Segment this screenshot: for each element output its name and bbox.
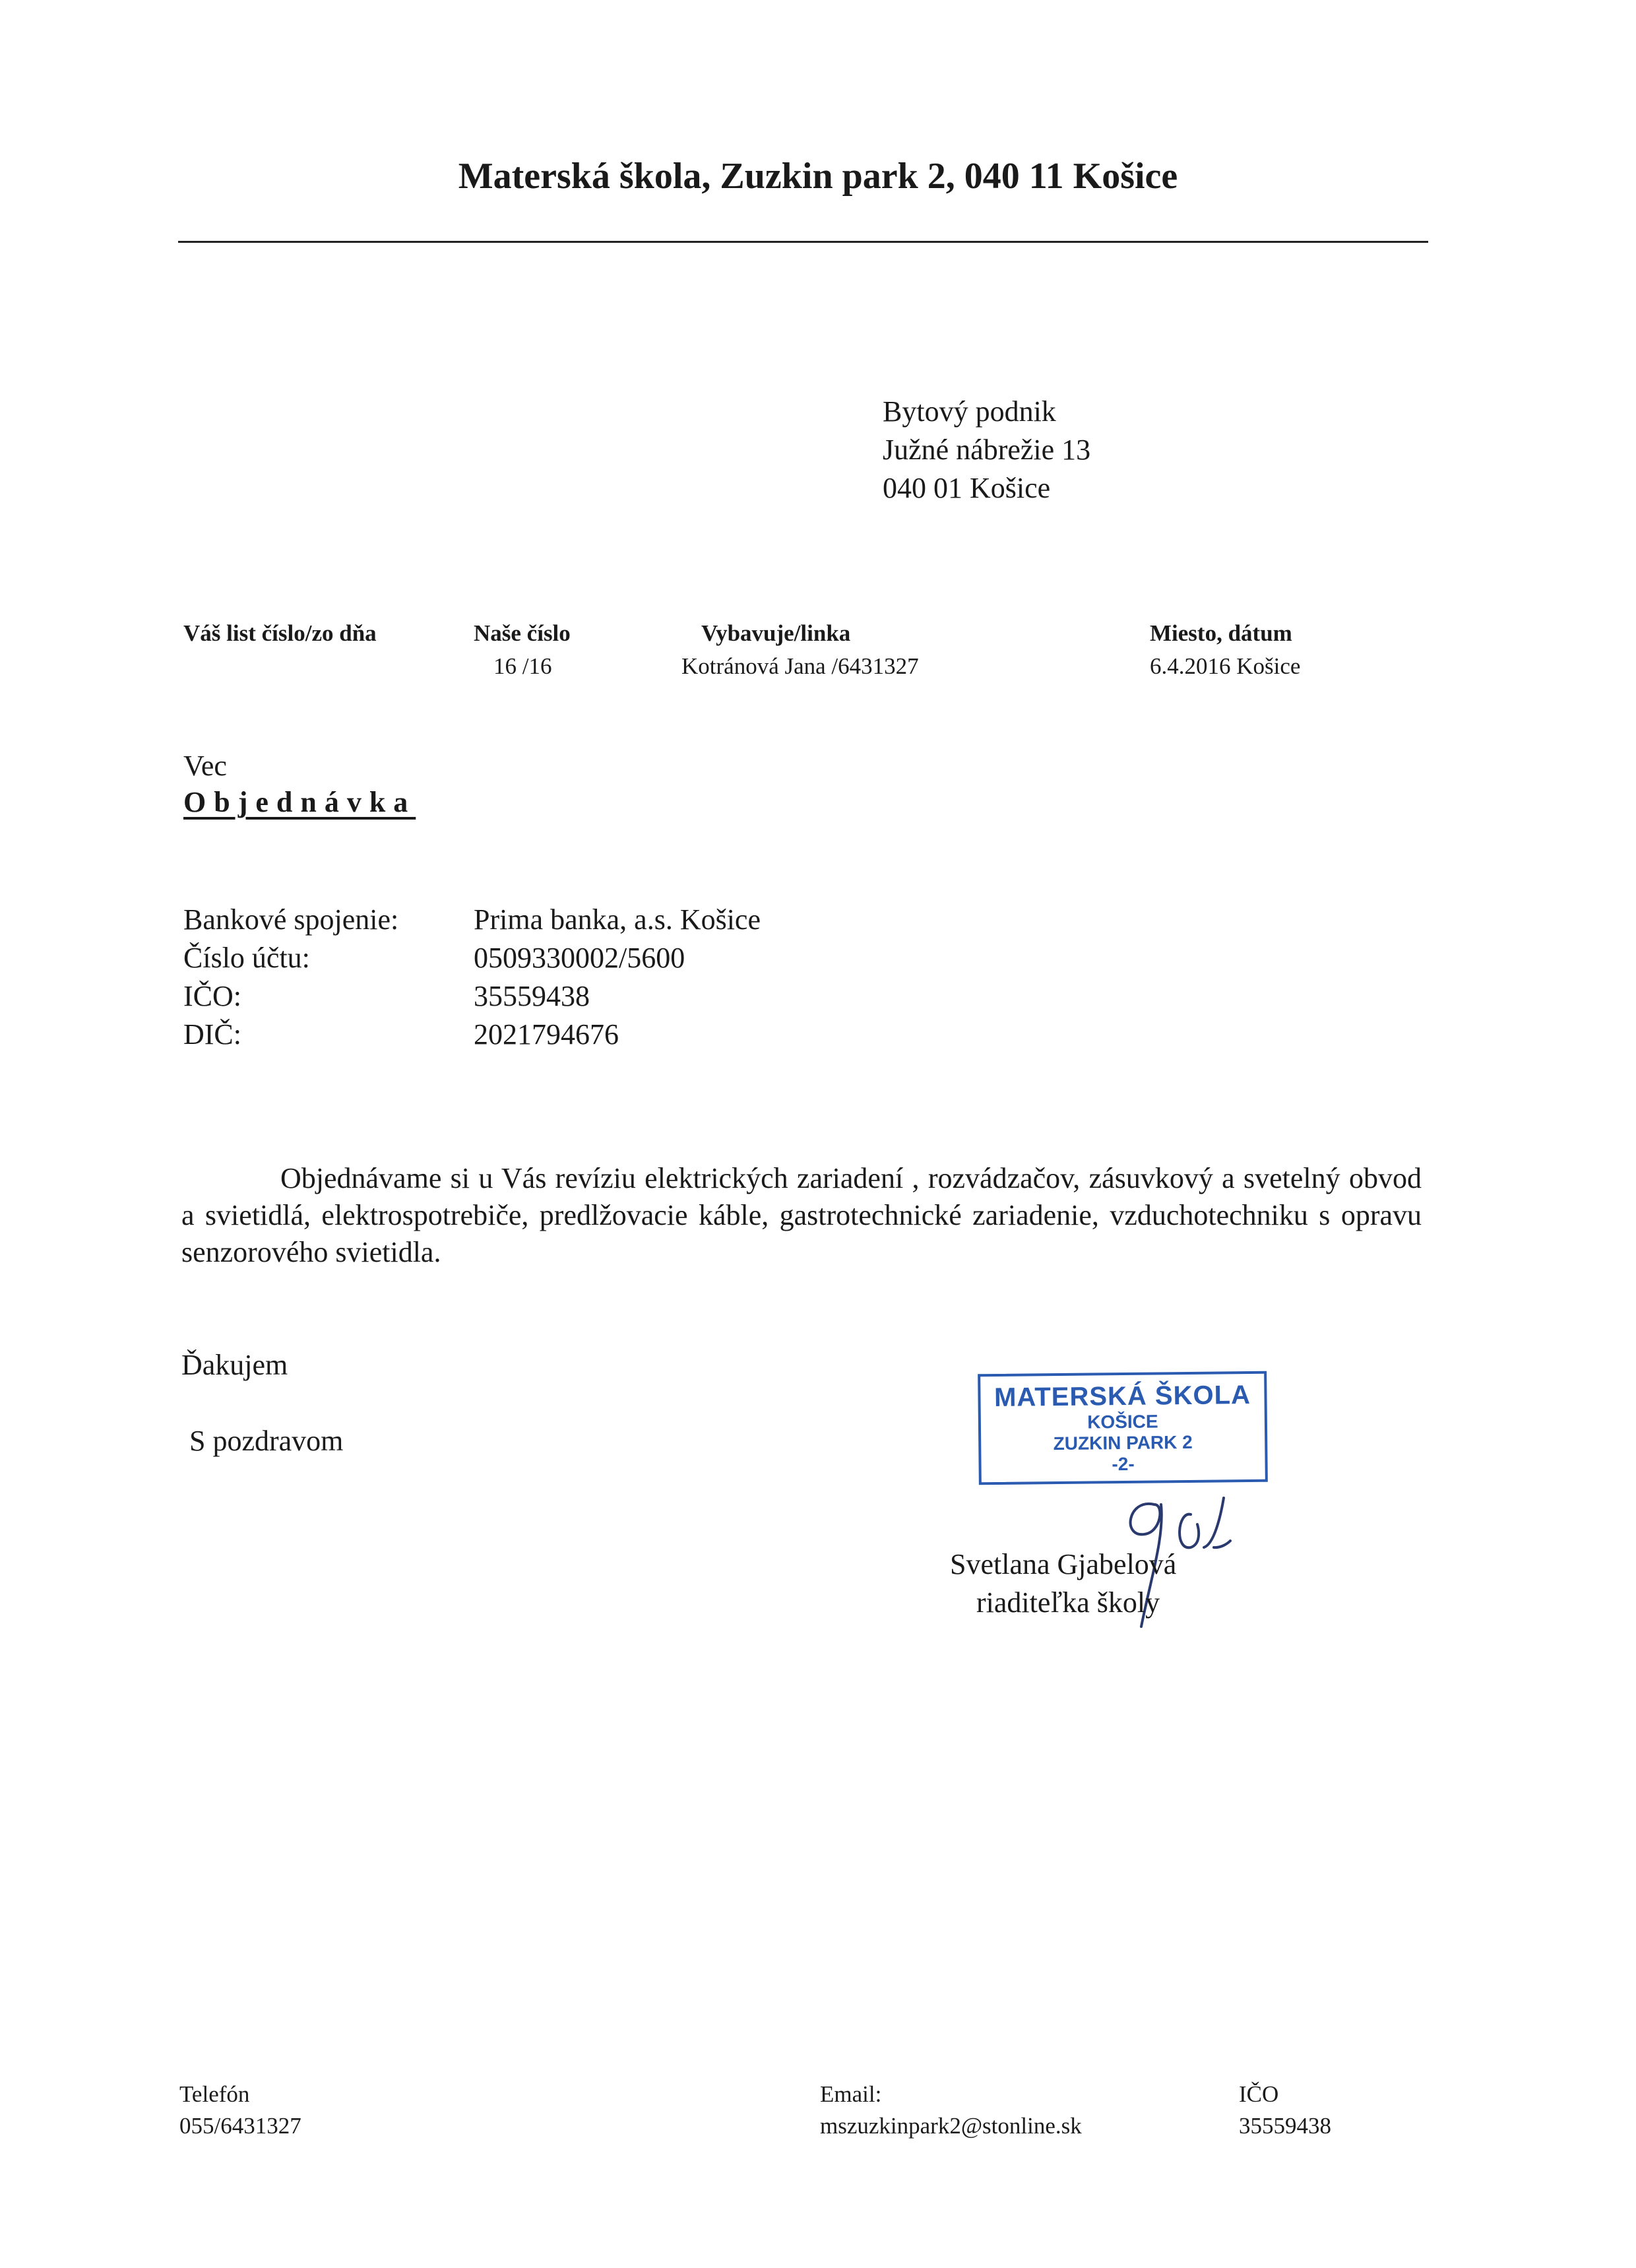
signer-block bbox=[950, 1545, 1176, 1622]
our-number-label: Naše číslo bbox=[474, 620, 571, 646]
footer-phone-label: Telefón bbox=[179, 2081, 250, 2107]
footer-ico-label: IČO bbox=[1239, 2081, 1279, 2107]
bank-row bbox=[183, 901, 761, 939]
order-body-text: Objednávame si u Vás revíziu elektrických zariadení , rozvádzačov, zásuvkový a svetelný obvod a svietidlá, elektrospotrebiče, predlžovacie káble, gastrotechnické zariadenie, vzduchotechniku s opravu senzorového svietidla. bbox=[181, 1162, 1422, 1268]
closing-thanks: Ďakujem bbox=[181, 1349, 288, 1381]
stamp-line-1: MATERSKÁ ŠKOLA bbox=[993, 1380, 1251, 1413]
ico-value: 35559438 bbox=[474, 980, 590, 1012]
account-number-value: 0509330002/5600 bbox=[474, 942, 685, 974]
recipient-address bbox=[883, 393, 1090, 507]
dic-label: DIČ: bbox=[183, 1018, 241, 1051]
letterhead-divider bbox=[178, 241, 1428, 243]
stamp-line-4: -2- bbox=[1112, 1453, 1135, 1475]
signer-name: Svetlana Gjabelová bbox=[950, 1548, 1177, 1580]
signer-title: riaditeľka školy bbox=[976, 1586, 1160, 1619]
place-date-label: Miesto, dátum bbox=[1150, 620, 1292, 646]
footer-email-value: mszuzkinpark2@stonline.sk bbox=[820, 2113, 1082, 2139]
footer-email bbox=[820, 2079, 1082, 2142]
handled-by-label: Vybavuje/linka bbox=[701, 620, 851, 646]
closing-greeting: S pozdravom bbox=[189, 1425, 344, 1457]
footer-phone bbox=[179, 2079, 301, 2142]
footer-email-label: Email: bbox=[820, 2081, 882, 2107]
letterhead-title: Materská škola, Zuzkin park 2, 040 11 Košice bbox=[458, 156, 1178, 197]
bank-row bbox=[183, 939, 761, 977]
subject-label: Vec bbox=[183, 750, 227, 782]
subject-title: Objednávka bbox=[183, 786, 416, 818]
footer-ico bbox=[1239, 2079, 1331, 2142]
recipient-line-2: Južné nábrežie 13 bbox=[883, 434, 1091, 466]
dic-value: 2021794676 bbox=[474, 1018, 619, 1051]
stamp-line-3: ZUZKIN PARK 2 bbox=[1053, 1431, 1193, 1454]
handled-by-value: Kotránová Jana /6431327 bbox=[681, 653, 919, 679]
ico-label: IČO: bbox=[183, 980, 241, 1012]
bank-row bbox=[183, 1016, 761, 1054]
place-date-value: 6.4.2016 Košice bbox=[1150, 653, 1301, 679]
stamp-line-2: KOŠICE bbox=[1087, 1411, 1158, 1433]
bank-row bbox=[183, 977, 761, 1016]
footer-phone-value: 055/6431327 bbox=[179, 2113, 301, 2139]
recipient-line-1: Bytový podnik bbox=[883, 395, 1056, 428]
bank-connection-value: Prima banka, a.s. Košice bbox=[474, 903, 761, 936]
your-letter-label: Váš list číslo/zo dňa bbox=[183, 620, 377, 646]
our-number-value: 16 /16 bbox=[493, 653, 552, 679]
footer-ico-value: 35559438 bbox=[1239, 2113, 1331, 2139]
recipient-line-3: 040 01 Košice bbox=[883, 472, 1051, 504]
bank-connection-label: Bankové spojenie: bbox=[183, 903, 399, 936]
account-number-label: Číslo účtu: bbox=[183, 942, 310, 974]
bank-details bbox=[183, 901, 761, 1054]
school-stamp bbox=[978, 1371, 1268, 1485]
